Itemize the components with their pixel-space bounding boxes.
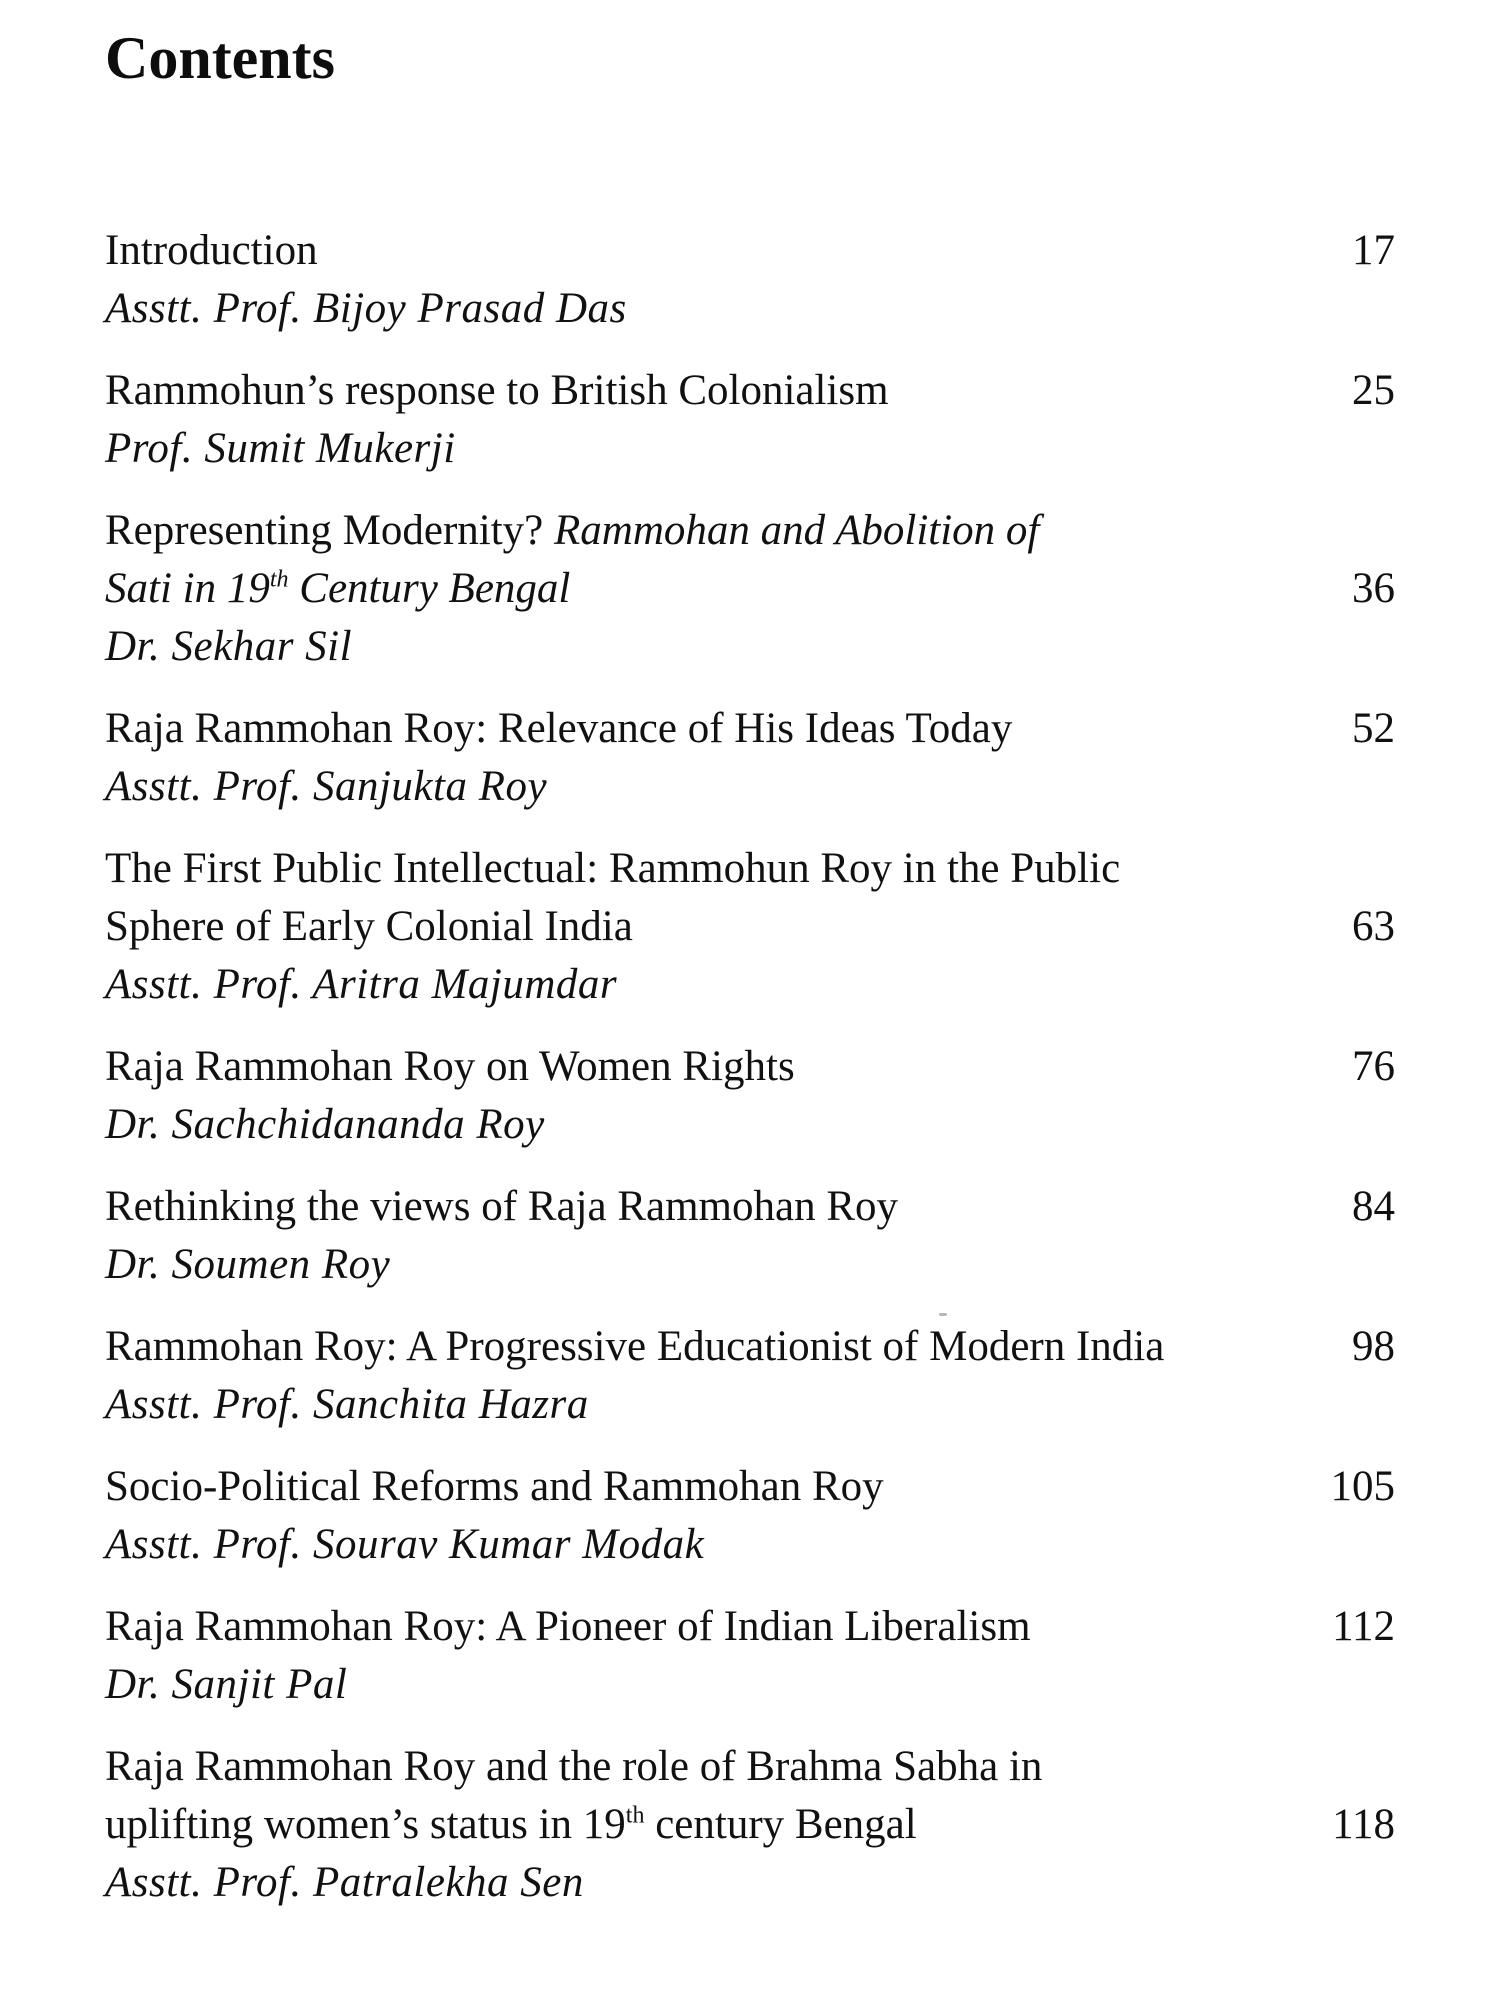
toc-author: Asstt. Prof. Sanjukta Roy (105, 763, 548, 810)
toc-page-number: 112 (1332, 1603, 1395, 1650)
superscript: th (269, 566, 289, 593)
toc-title: Sphere of Early Colonial India (105, 903, 633, 950)
toc-author: Dr. Soumen Roy (105, 1241, 391, 1288)
toc-title: Raja Rammohan Roy on Women Rights (105, 1043, 795, 1090)
toc-entry[interactable] (105, 1178, 1395, 1294)
toc-title: The First Public Intellectual: Rammohun Roy in the Public (105, 845, 1121, 892)
toc-title: Rammohun’s response to British Colonialism (105, 367, 889, 414)
toc-page-number: 25 (1352, 367, 1395, 414)
toc-entry[interactable] (105, 502, 1395, 676)
toc-author: Asstt. Prof. Sanchita Hazra (105, 1381, 589, 1428)
toc-title-line (105, 1598, 1395, 1656)
toc-entry[interactable] (105, 222, 1395, 338)
toc-title-line (105, 1796, 1395, 1854)
toc-title-line (105, 1318, 1395, 1376)
toc-page-number: 52 (1352, 705, 1395, 752)
toc-entry[interactable] (105, 1038, 1395, 1154)
toc-page-number: 84 (1352, 1183, 1395, 1230)
toc-page-number: 36 (1352, 565, 1395, 612)
toc-page-number: 76 (1352, 1043, 1395, 1090)
toc-author: Prof. Sumit Mukerji (105, 425, 456, 472)
toc-entry[interactable] (105, 700, 1395, 816)
toc-list (105, 222, 1395, 1936)
toc-title-line (105, 560, 1395, 618)
toc-title-line (105, 222, 1395, 280)
toc-title-line (105, 700, 1395, 758)
toc-title-line (105, 898, 1395, 956)
toc-author: Dr. Sachchidananda Roy (105, 1101, 545, 1148)
toc-title-line (105, 1738, 1395, 1796)
toc-page-number: 118 (1332, 1801, 1395, 1848)
toc-title: Introduction (105, 227, 318, 274)
toc-title: Raja Rammohan Roy: Relevance of His Ideas Today (105, 705, 1013, 752)
toc-entry[interactable] (105, 1598, 1395, 1714)
toc-title-line (105, 502, 1395, 560)
toc-title-fragment: century Bengal (655, 1801, 917, 1848)
toc-title-line (105, 840, 1395, 898)
toc-author: Asstt. Prof. Sourav Kumar Modak (105, 1521, 705, 1568)
toc-page-number: 98 (1352, 1323, 1395, 1370)
toc-title-line (105, 362, 1395, 420)
toc-title: Rammohan Roy: A Progressive Educationist of Modern India (105, 1323, 1165, 1370)
toc-author: Dr. Sanjit Pal (105, 1661, 348, 1708)
toc-title: Rethinking the views of Raja Rammohan Roy (105, 1183, 899, 1230)
toc-author: Asstt. Prof. Bijoy Prasad Das (105, 285, 627, 332)
toc-title-fragment: uplifting women’s status in 19 (105, 1801, 626, 1848)
toc-title-fragment: Century Bengal (299, 565, 571, 612)
toc-title-italic (105, 565, 570, 612)
toc-title: Raja Rammohan Roy: A Pioneer of Indian Liberalism (105, 1603, 1031, 1650)
toc-title-line (105, 1038, 1395, 1096)
toc-title-roman: Representing Modernity? (105, 507, 544, 554)
toc-author: Dr. Sekhar Sil (105, 623, 353, 670)
toc-page-number: 17 (1352, 227, 1395, 274)
toc-title-italic: Rammohan and Abolition of (554, 507, 1040, 554)
scan-speck (939, 1313, 947, 1316)
toc-page-number: 63 (1352, 903, 1395, 950)
toc-title: Socio-Political Reforms and Rammohan Roy (105, 1463, 884, 1510)
toc-title-fragment: Sati in 19 (105, 565, 270, 612)
toc-entry[interactable] (105, 1458, 1395, 1574)
toc-title: Raja Rammohan Roy and the role of Brahma Sabha in (105, 1743, 1043, 1790)
contents-page (105, 0, 1395, 2000)
toc-entry[interactable] (105, 1738, 1395, 1912)
toc-author: Asstt. Prof. Aritra Majumdar (105, 961, 618, 1008)
toc-entry[interactable] (105, 840, 1395, 1014)
page-title: Contents (105, 25, 336, 91)
toc-title (105, 1796, 917, 1854)
toc-page-number: 105 (1330, 1463, 1395, 1510)
toc-title-line (105, 1458, 1395, 1516)
superscript: th (625, 1802, 645, 1829)
toc-entry[interactable] (105, 1318, 1395, 1434)
toc-entry[interactable] (105, 362, 1395, 478)
toc-title-line (105, 1178, 1395, 1236)
toc-author: Asstt. Prof. Patralekha Sen (105, 1859, 584, 1906)
